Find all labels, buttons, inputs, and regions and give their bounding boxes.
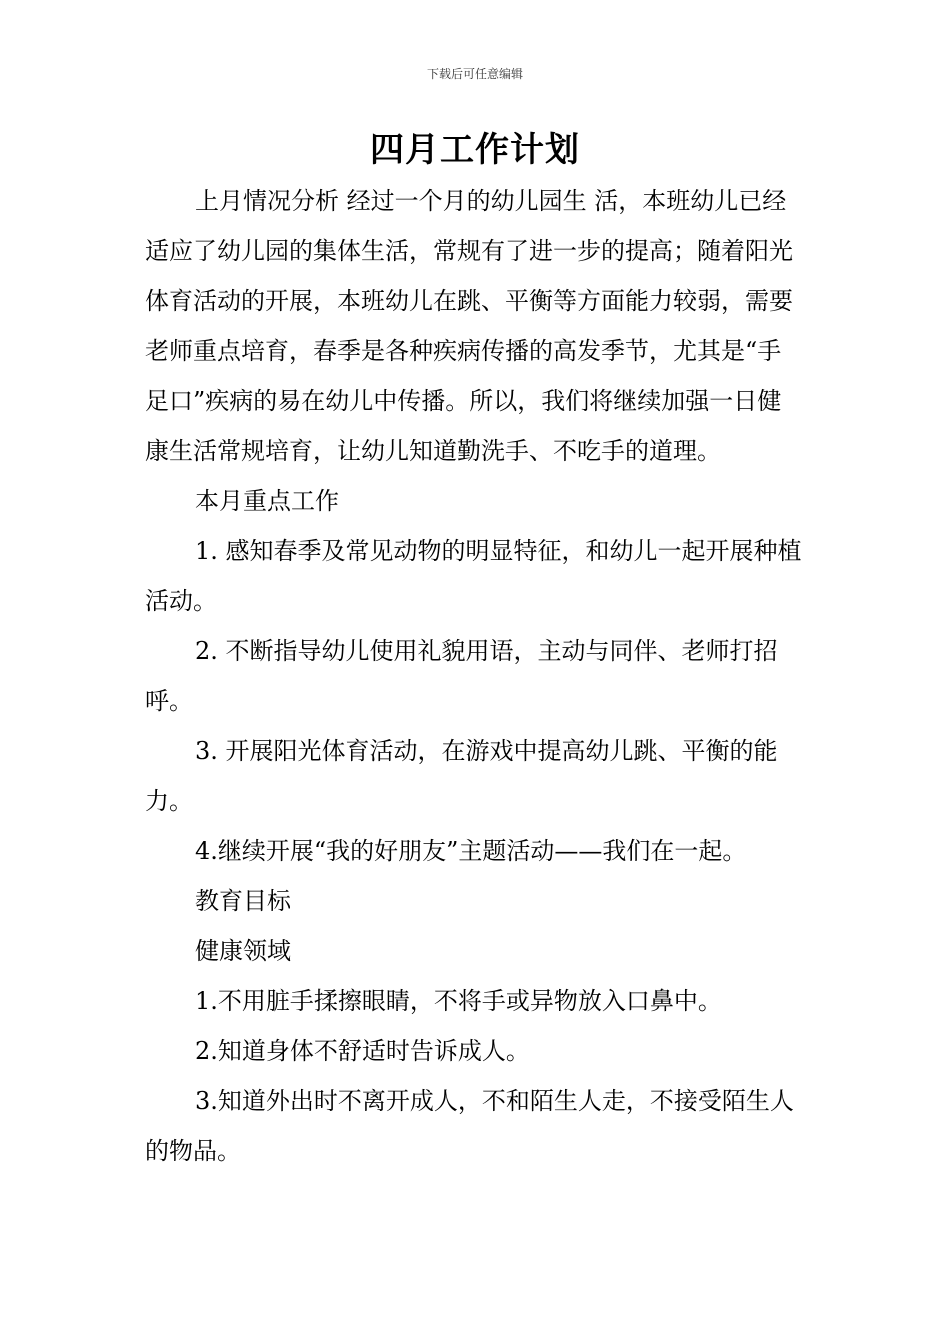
health-goal-2: 2.知道身体不舒适时告诉成人。 [195, 1037, 530, 1065]
document-title: 四月工作计划 [370, 130, 580, 170]
health-goal-3: 3.知道外出时不离开成人，不和陌生人走，不接受陌生人的物品。 [145, 1087, 794, 1165]
health-goal-1: 1.不用脏手揉擦眼睛，不将手或异物放入口鼻中。 [195, 987, 722, 1015]
heading-health-domain: 健康领域 [195, 937, 291, 965]
heading-education-goals: 教育目标 [195, 887, 291, 915]
document-body [145, 176, 805, 1176]
key-work-item-2: 2. 不断指导幼儿使用礼貌用语，主动与同伴、老师打招呼。 [145, 637, 778, 715]
key-work-item-3: 3. 开展阳光体育活动，在游戏中提高幼儿跳、平衡的能力。 [145, 737, 778, 815]
heading-key-work: 本月重点工作 [195, 487, 339, 515]
header-note: 下载后可任意编辑 [426, 67, 523, 81]
paragraph-last-month-analysis: 上月情况分析 经过一个月的幼儿园生 活，本班幼儿已经适应了幼儿园的集体生活，常规有了进一步的提高；随着阳光体育活动的开展，本班幼儿在跳、平衡等方面能力较弱，需要老师重点培育，春季是各种疾病传播的高发季节，尤其是“手足口”疾病的易在幼儿中传播。所以，我们将继续加强一日健康生活常规培育，让幼儿知道勤洗手、不吃手的道理。 [145, 187, 793, 465]
key-work-item-1: 1. 感知春季及常见动物的明显特征，和幼儿一起开展种植活动。 [145, 537, 802, 615]
key-work-item-4: 4.继续开展“我的好朋友”主题活动——我们在一起。 [195, 837, 747, 865]
